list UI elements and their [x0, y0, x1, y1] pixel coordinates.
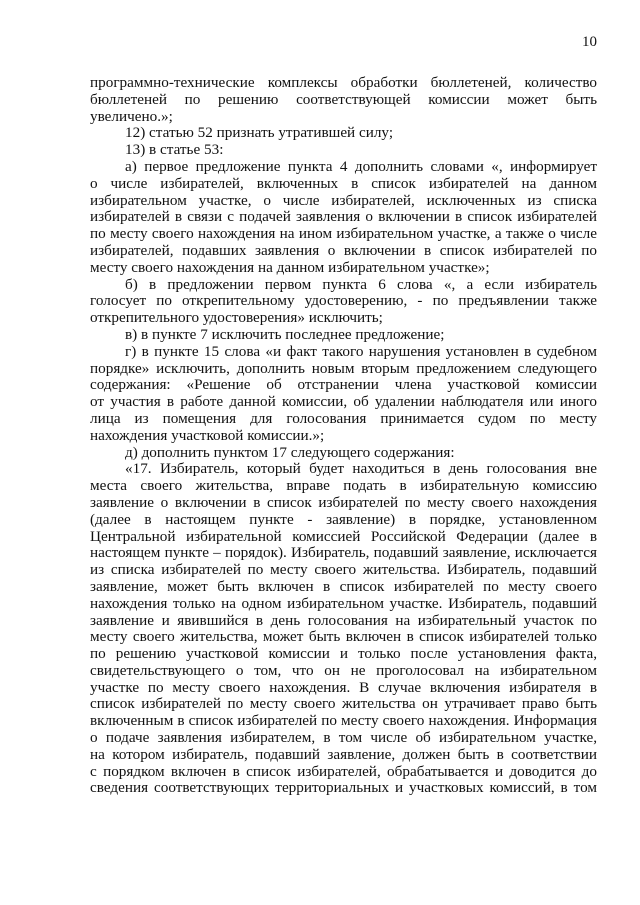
text-line: 12) статью 52 признать утратившей силу;: [125, 125, 394, 142]
text-line: с порядком включен в список избирателей, обрабатывается и доводится до: [90, 763, 597, 780]
text-line: а) первое предложение пункта 4 дополнить словами «, информирует: [125, 158, 597, 175]
text-line: нахождения только на одном избирательном участке. Избиратель, подавший: [90, 595, 597, 612]
text-line: из списка избирателей по месту своего жительства. Избиратель, подавший: [90, 562, 597, 579]
text-line: заявление, может быть включен в список избирателей по месту своего: [90, 578, 597, 595]
text-line: избирателей в связи с подачей заявления о включении в список избирателей: [90, 209, 597, 226]
text-line: участке по месту своего нахождения. В случае включения избирателя в: [90, 679, 597, 696]
text-line: (далее в настоящем пункте - заявление) в порядке, установленном: [90, 511, 597, 528]
page-number: 10: [582, 34, 597, 50]
text-line: о числе избирателей, включенных в список избирателей на данном: [90, 175, 597, 192]
text-line: по месту своего нахождения на ином избирательном участке, а также о числе: [90, 226, 597, 243]
text-line: о подаче заявления избирателем, в том числе об избирательном участке,: [90, 730, 597, 747]
body-text: [90, 75, 597, 797]
text-line: д) дополнить пунктом 17 следующего содержания:: [125, 444, 455, 461]
text-line: увеличено.»;: [90, 108, 173, 125]
text-line: сведения соответствующих территориальных и участковых комиссий, в том: [90, 780, 597, 797]
text-line: голосует по открепительному удостоверению, - по предъявлении также: [90, 293, 597, 310]
text-line: 13) в статье 53:: [125, 142, 224, 159]
text-line: заявление и явившийся в день голосования на избирательный участок по: [90, 612, 597, 629]
text-line: месту своего жительства, может быть включен в список избирателей только: [90, 629, 597, 646]
text-line: от участия в работе данной комиссии, об удалении наблюдателя или иного: [90, 394, 597, 411]
text-line: лица из помещения для голосования принимается судом по месту: [90, 410, 597, 427]
text-line: список избирателей по месту своего жительства он утрачивает право быть: [90, 696, 597, 713]
text-line: избирателей, подавших заявления о включении в список избирателей по: [90, 242, 597, 259]
text-line: б) в предложении первом пункта 6 слова «, а если избиратель: [125, 276, 597, 293]
text-line: на котором избиратель, подавший заявление, должен быть в соответствии: [90, 746, 597, 763]
text-line: настоящем пункте – порядок). Избиратель, подавший заявление, исключается: [90, 545, 597, 562]
text-line: бюллетеней по решению соответствующей комиссии может быть: [90, 91, 597, 108]
text-line: содержания: «Решение об отстранении члена участковой комиссии: [90, 377, 597, 394]
text-line: в) в пункте 7 исключить последнее предложение;: [125, 326, 445, 343]
text-line: включенным в список избирателей по месту своего нахождения. Информация: [90, 713, 597, 730]
text-line: месту своего нахождения на данном избирательном участке»;: [90, 259, 490, 276]
text-line: свидетельствующего о том, что он не проголосовал на избирательном: [90, 662, 597, 679]
text-line: порядке» исключить, дополнить новым вторым предложением следующего: [90, 360, 597, 377]
text-line: «17. Избиратель, который будет находиться в день голосования вне: [125, 461, 597, 478]
text-line: программно-технические комплексы обработки бюллетеней, количество: [90, 75, 597, 91]
text-line: открепительного удостоверения» исключить;: [90, 310, 383, 327]
text-line: Центральной избирательной комиссией Российской Федерации (далее в: [90, 528, 597, 545]
text-line: избирательном участке, о числе избирателей, исключенных из списка: [90, 192, 597, 209]
text-line: заявление о включении в список избирателей по месту своего нахождения: [90, 494, 597, 511]
text-line: г) в пункте 15 слова «и факт такого нарушения установлен в судебном: [125, 343, 597, 360]
text-line: нахождения участковой комиссии.»;: [90, 427, 325, 444]
text-line: места своего жительства, вправе подать в избирательную комиссию: [90, 478, 597, 495]
text-line: по решению участковой комиссии и только после установления факта,: [90, 646, 597, 663]
